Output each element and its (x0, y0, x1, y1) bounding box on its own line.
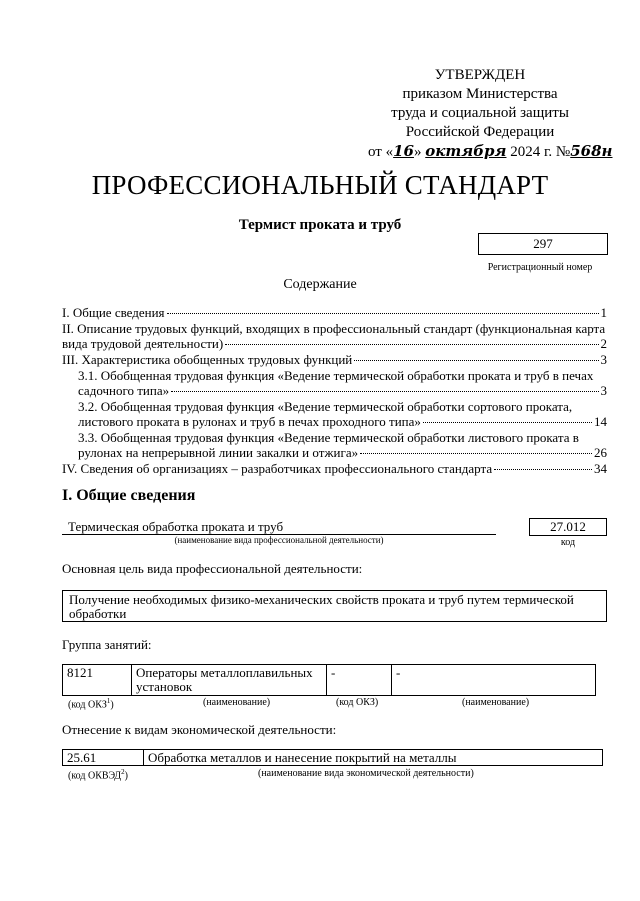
toc-leader (225, 344, 598, 345)
toc-leader (167, 313, 599, 314)
activity-name: Термическая обработка проката и труб (62, 519, 496, 535)
page-title: ПРОФЕССИОНАЛЬНЫЙ СТАНДАРТ (91, 170, 549, 200)
toc-leader (494, 469, 592, 470)
toc-entry-text-cont: вида трудовой деятельности) (62, 336, 224, 351)
activity-code-label: код (560, 537, 576, 548)
toc-leader (360, 453, 592, 454)
activity-code: 27.012 (529, 518, 607, 536)
toc-entry-text-cont: садочного типа» (78, 383, 170, 398)
toc-leader (171, 391, 598, 392)
toc-entry-text-first: 3.3. Обобщенная трудовая функция «Ведение термической обработки листового проката в (78, 430, 579, 445)
toc-entry[interactable] (62, 368, 607, 398)
okz-code-label (68, 697, 114, 710)
toc-page: 34 (594, 461, 607, 476)
toc-page: 26 (594, 445, 607, 460)
handwritten-month: октября (425, 142, 507, 160)
okz-name-label: (наименование) (203, 697, 271, 708)
toc-entry[interactable] (62, 461, 607, 476)
toc-entry-text: IV. Сведения об организациях – разработчиках профессионального стандарта (62, 461, 493, 476)
okz-code-2: - (327, 665, 392, 696)
toc-leader (423, 422, 592, 423)
standard-name: Термист проката и труб (238, 217, 402, 233)
toc-entry-text-cont: листового проката в рулонах и труб в печах проходного типа» (78, 414, 421, 429)
okz-code-label-2: (код ОКЗ) (336, 697, 379, 708)
toc-entry-text: I. Общие сведения (62, 305, 165, 320)
occupation-table (62, 664, 596, 696)
toc-page: 2 (600, 336, 607, 351)
footnote-mark: 1 (106, 697, 111, 705)
approval-line-2: приказом Министерства (402, 86, 558, 102)
toc-leader (354, 360, 598, 361)
goal-label: Основная цель вида профессиональной деятельности: (62, 561, 363, 576)
toc-entry[interactable] (62, 305, 607, 320)
table-row (63, 665, 596, 696)
registration-number-label: Регистрационный номер (487, 262, 593, 273)
okved-name-label: (наименование вида экономической деятельности) (258, 768, 474, 779)
approval-block (360, 66, 613, 162)
activity-name-label: (наименование вида профессиональной деятельности) (174, 535, 384, 545)
toc-page: 1 (600, 305, 607, 320)
toc-entry-text-cont: рулонах на непрерывной линии закалки и отжига» (78, 445, 359, 460)
table-row (63, 750, 603, 766)
okved-table (62, 749, 603, 766)
toc-entry[interactable] (62, 399, 607, 429)
toc-entry[interactable] (62, 352, 607, 367)
okz-code-1: 8121 (63, 665, 132, 696)
approval-date-line (360, 142, 613, 162)
approval-line-1: УТВЕРЖДЕН (434, 67, 526, 83)
okz-code-label-text: (код ОКЗ (68, 699, 107, 711)
date-mid: » (413, 144, 422, 160)
handwritten-day: 16 (393, 142, 414, 160)
toc-entry-text-first: II. Описание трудовых функций, входящих в профессиональный стандарт (функциональная карта (62, 321, 606, 336)
toc-entry-text: III. Характеристика обобщенных трудовых функций (62, 352, 353, 367)
toc-page: 3 (600, 383, 607, 398)
toc-page: 3 (600, 352, 607, 367)
approval-line-4: Российской Федерации (405, 124, 555, 140)
okved-code-label (68, 768, 128, 781)
goal-text: Получение необходимых физико-механических свойств проката и труб путем термической обработки (62, 590, 607, 622)
okz-code-label-close: ) (110, 699, 114, 711)
occupation-group-label: Группа занятий: (62, 637, 152, 652)
okz-name-1: Операторы металлоплавильных установок (132, 665, 327, 696)
okved-code-label-text: (код ОКВЭД (68, 770, 122, 782)
table-of-contents (62, 305, 607, 477)
date-prefix: от « (368, 144, 394, 160)
toc-page: 14 (594, 414, 607, 429)
okz-name-2: - (392, 665, 596, 696)
toc-entry[interactable] (62, 321, 607, 351)
toc-entry-text-first: 3.1. Обобщенная трудовая функция «Ведение термической обработки проката и труб в печах (78, 368, 594, 383)
approval-line-3: труда и социальной защиты (391, 105, 569, 121)
okved-label: Отнесение к видам экономической деятельности: (62, 722, 337, 737)
okved-code-label-close: ) (124, 770, 128, 782)
okved-name: Обработка металлов и нанесение покрытий на металлы (144, 750, 603, 766)
handwritten-number: 568н (570, 142, 613, 160)
registration-number-box: 297 (478, 233, 608, 255)
toc-entry[interactable] (62, 430, 607, 460)
footnote-mark: 2 (121, 768, 125, 776)
date-year: 2024 г. № (510, 144, 571, 160)
toc-entry-text-wrap (62, 321, 607, 336)
okz-name-label-2: (наименование) (462, 697, 530, 708)
section-heading: I. Общие сведения (62, 487, 196, 504)
okved-code: 25.61 (63, 750, 144, 766)
toc-entry-text-first: 3.2. Обобщенная трудовая функция «Ведение термической обработки сортового проката, (78, 399, 573, 414)
contents-heading: Содержание (283, 277, 357, 292)
